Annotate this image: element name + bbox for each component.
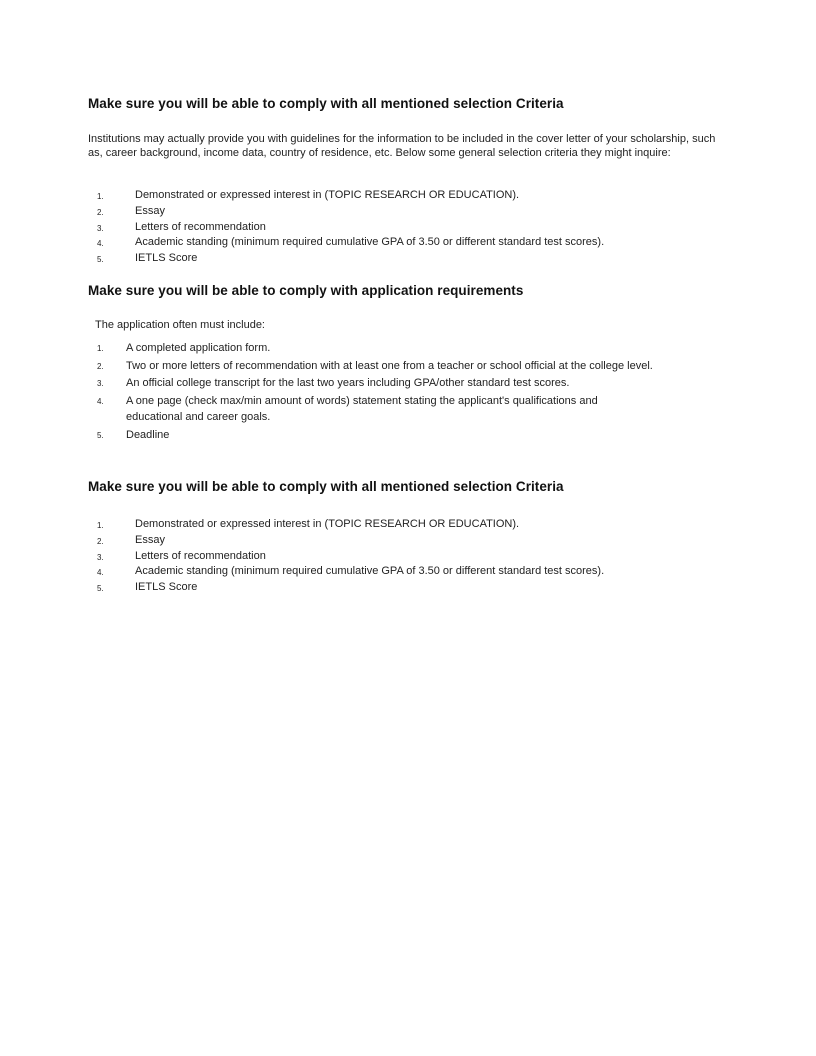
list-item-text: Demonstrated or expressed interest in (TOPIC RESEARCH OR EDUCATION). [135, 189, 520, 201]
list-item [97, 358, 677, 375]
list-item [97, 188, 737, 204]
section-3-criteria-list [97, 517, 737, 596]
section-2-requirements-list [97, 340, 677, 444]
list-item [97, 549, 737, 565]
list-item [97, 393, 677, 426]
list-number: 4. [97, 239, 104, 249]
list-item-text: Two or more letters of recommendation with at least one from a teacher or school official at the college level. [126, 359, 653, 372]
list-item-text: A one page (check max/min amount of words) statement stating the applicant's qualifications and educational and career goals. [126, 394, 598, 423]
list-number: 4. [97, 568, 104, 578]
list-number: 5. [97, 430, 104, 440]
list-number: 3. [97, 379, 104, 388]
section-3-heading: Make sure you will be able to comply with all mentioned selection Criteria [88, 479, 564, 494]
list-item-text: Essay [135, 533, 165, 546]
list-item [97, 427, 677, 444]
list-number: 3. [97, 223, 104, 233]
list-item [97, 580, 737, 596]
list-item [97, 564, 737, 580]
list-item [97, 533, 737, 549]
section-2-intro: The application often must include: [95, 319, 265, 331]
section-1-heading: Make sure you will be able to comply with all mentioned selection Criteria [88, 96, 564, 111]
list-item [97, 517, 737, 533]
list-item [97, 235, 737, 251]
list-item-text: Letters of recommendation [135, 549, 266, 562]
list-number: 2. [97, 536, 104, 546]
list-number: 4. [97, 396, 104, 406]
list-item [97, 220, 737, 236]
list-item-text: An official college transcript for the last two years including GPA/other standard test scores. [126, 377, 570, 389]
list-item-text: Essay [135, 204, 165, 217]
list-number: 1. [97, 192, 104, 201]
list-item [97, 251, 737, 267]
list-number: 5. [97, 584, 104, 594]
list-item [97, 204, 737, 220]
list-number: 1. [97, 344, 104, 353]
list-item-text: Deadline [126, 428, 170, 441]
list-number: 2. [97, 361, 104, 371]
list-number: 2. [97, 207, 104, 217]
list-number: 3. [97, 552, 104, 562]
section-1-criteria-list [97, 188, 737, 267]
list-item-text: A completed application form. [126, 342, 271, 354]
list-item-text: Demonstrated or expressed interest in (TOPIC RESEARCH OR EDUCATION). [135, 518, 520, 530]
list-number: 1. [97, 521, 104, 530]
list-item-text: Letters of recommendation [135, 220, 266, 233]
list-item-text: Academic standing (minimum required cumulative GPA of 3.50 or different standard test scores). [135, 236, 605, 249]
list-item-text: Academic standing (minimum required cumulative GPA of 3.50 or different standard test scores). [135, 565, 605, 578]
list-item [97, 340, 677, 357]
section-2-heading: Make sure you will be able to comply with application requirements [88, 283, 524, 298]
section-1-paragraph: Institutions may actually provide you with guidelines for the information to be included in the cover letter of your scholarship, such as, career background, income data, country of residence, etc. Below some general selection criteria they might inquire: [88, 133, 716, 159]
list-number: 5. [97, 255, 104, 265]
list-item [97, 375, 677, 392]
list-item-text: IETLS Score [135, 581, 198, 594]
list-item-text: IETLS Score [135, 252, 198, 265]
